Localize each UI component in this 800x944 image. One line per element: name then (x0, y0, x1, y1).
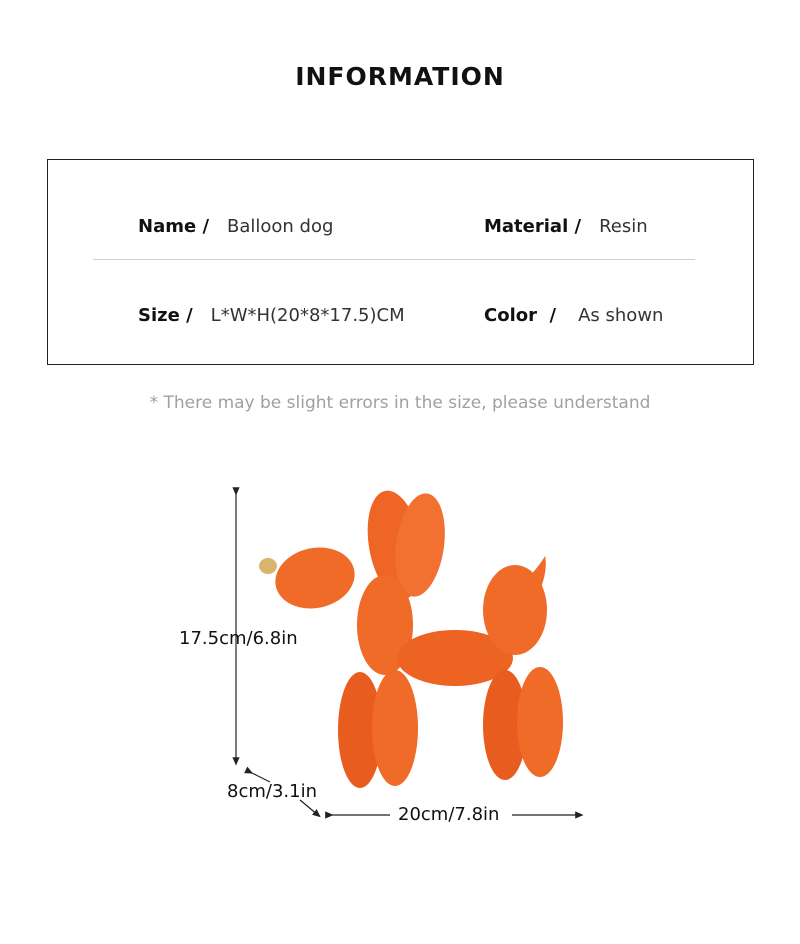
balloon-knot (259, 558, 277, 574)
dog-front-leg-right (372, 670, 418, 786)
size-disclaimer: * There may be slight errors in the size, please understand (149, 393, 651, 413)
balloon-dog-figure (0, 470, 800, 840)
depth-label: 8cm/3.1in (227, 781, 317, 802)
dog-snout (270, 540, 361, 615)
page-title: INFORMATION (295, 62, 505, 91)
info-row-2 (48, 297, 753, 337)
balloon-dog (259, 486, 563, 788)
name-label: Name / (138, 215, 210, 237)
size-label: Size / (138, 304, 193, 326)
material-label: Material / (484, 215, 582, 237)
color-value: As shown (578, 304, 664, 326)
length-label: 20cm/7.8in (398, 804, 500, 825)
material-value: Resin (599, 215, 648, 237)
dog-back-leg-right (517, 667, 563, 777)
info-table (47, 159, 754, 365)
depth-dimension-line-b (300, 800, 318, 815)
info-row-1 (48, 208, 753, 248)
name-value: Balloon dog (227, 215, 334, 237)
color-label: Color / (484, 304, 557, 326)
size-cell (138, 297, 405, 333)
color-cell (484, 297, 663, 333)
row-divider (93, 259, 695, 260)
material-cell (484, 208, 648, 244)
height-label: 17.5cm/6.8in (179, 628, 298, 649)
size-value: L*W*H(20*8*17.5)CM (210, 304, 405, 326)
name-cell (138, 208, 333, 244)
